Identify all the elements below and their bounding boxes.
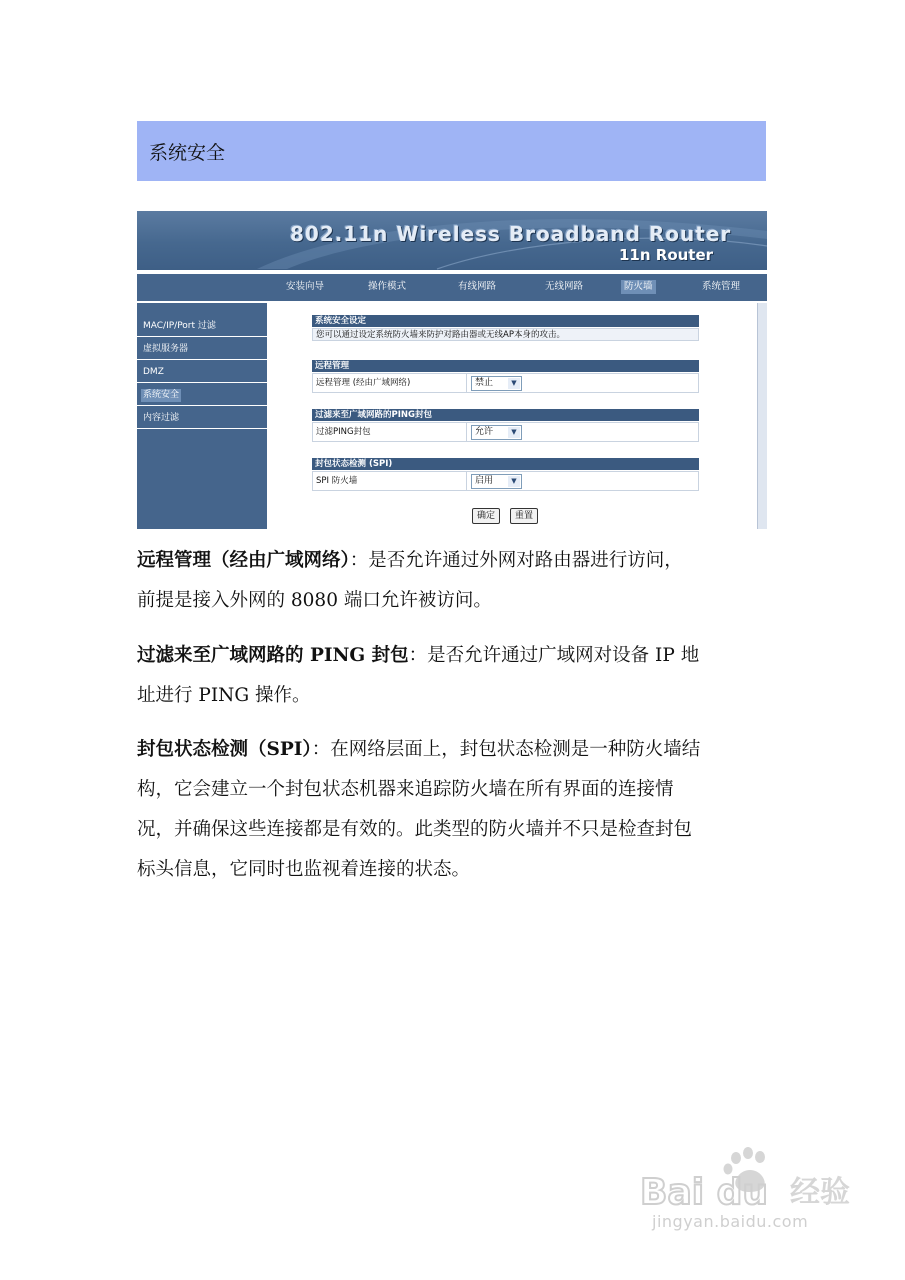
panel-description: 您可以通过设定系统防火墙来防护对路由器或无线AP本身的攻击。: [316, 330, 565, 340]
sidebar-item-label: 系统安全: [143, 390, 180, 400]
remote-management-label: 远程管理 (经由广域网络): [316, 378, 411, 388]
settings-panel: [267, 303, 757, 529]
spi-heading: 封包状态检测 (SPI): [312, 458, 699, 470]
nav-system-management[interactable]: 系统管理: [702, 281, 741, 292]
sidebar-item-mac-ip-port-filter[interactable]: [137, 315, 267, 337]
paragraph-spi: [137, 730, 777, 890]
paragraph-line: 构，它会建立一个封包状态机器来追踪防火墙在所有界面的连接情: [137, 779, 674, 800]
ping-filter-value: 允许: [475, 427, 494, 437]
paragraph-line: 况，并确保这些连接都是有效的。此类型的防火墙并不只是检查封包: [137, 819, 693, 840]
spi-select[interactable]: [471, 474, 522, 489]
paragraph-line: 前提是接入外网的 8080 端口允许被访问。: [137, 590, 492, 611]
section-title: 系统安全: [149, 142, 226, 164]
paragraph-line: 标头信息，它同时也监视着连接的状态。: [137, 859, 471, 880]
paragraph-line: [137, 730, 777, 770]
router-banner: [137, 211, 767, 270]
top-nav: [137, 274, 767, 301]
row-separator: [466, 423, 467, 441]
row-separator: [466, 374, 467, 392]
paragraph-text: ：在网络层面上，封包状态检测是一种防火墙结: [311, 739, 701, 760]
paragraph-line: [137, 636, 777, 676]
nav-operation-mode[interactable]: 操作模式: [368, 281, 407, 292]
remote-management-heading: 远程管理: [312, 360, 699, 372]
apply-button[interactable]: 确定: [472, 508, 500, 524]
ping-filter-select[interactable]: [471, 425, 522, 440]
chevron-down-icon: ▼: [508, 427, 520, 438]
panel-scrollbar[interactable]: [757, 303, 767, 529]
sidebar-item-virtual-server[interactable]: [137, 338, 267, 360]
spi-label: SPI 防火墙: [316, 476, 358, 486]
ping-filter-heading: 过滤来至广域网路的PING封包: [312, 409, 699, 421]
nav-setup-wizard[interactable]: 安装向导: [286, 281, 325, 292]
router-screenshot: [137, 211, 767, 529]
remote-management-row: [312, 373, 699, 393]
term-ping-filter: 过滤来至广域网路的 PING 封包: [137, 645, 409, 666]
chevron-down-icon: ▼: [508, 378, 520, 389]
banner-subtitle: 11n Router: [619, 246, 714, 264]
paragraph-line: 址进行 PING 操作。: [137, 685, 311, 706]
section-heading: [137, 121, 766, 181]
remote-management-select[interactable]: [471, 376, 522, 391]
nav-firewall[interactable]: 防火墙: [621, 280, 656, 294]
term-remote-management: 远程管理（经由广域网络）: [137, 550, 350, 571]
panel-heading: 系统安全设定: [312, 315, 699, 327]
sidebar: [137, 303, 267, 529]
sidebar-item-label: DMZ: [143, 367, 164, 377]
spi-row: [312, 471, 699, 491]
term-spi: 封包状态检测（SPI）: [137, 739, 312, 760]
watermark-logo-cn: 经验: [790, 1175, 850, 1210]
paragraph-ping-filter: [137, 636, 777, 716]
paragraph-remote-management: [137, 541, 777, 621]
paragraph-line: [137, 541, 777, 581]
baidu-watermark-logo: [640, 1140, 870, 1250]
ping-filter-label: 过滤PING封包: [316, 427, 371, 437]
watermark-logo-text: Bai du: [640, 1172, 769, 1213]
nav-spacer: [137, 274, 267, 301]
reset-button[interactable]: 重置: [510, 508, 538, 524]
panel-description-row: [312, 328, 699, 341]
sidebar-item-label: 内容过滤: [143, 413, 180, 423]
sidebar-item-label: MAC/IP/Port 过滤: [143, 321, 216, 331]
paragraph-text: ：是否允许通过广域网对设备 IP 地: [408, 645, 700, 666]
paragraph-text: ：是否允许通过外网对路由器进行访问，: [349, 550, 683, 571]
row-separator: [466, 472, 467, 490]
watermark-url: jingyan.baidu.com: [652, 1212, 809, 1231]
sidebar-item-label: 虚拟服务器: [143, 344, 189, 354]
ping-filter-row: [312, 422, 699, 442]
sidebar-item-dmz[interactable]: [137, 361, 267, 383]
nav-wired-network[interactable]: 有线网路: [458, 281, 497, 292]
nav-wireless-network[interactable]: 无线网路: [545, 281, 584, 292]
spi-value: 启用: [475, 476, 494, 486]
sidebar-item-content-filter[interactable]: [137, 407, 267, 429]
chevron-down-icon: ▼: [508, 476, 520, 487]
sidebar-item-system-security[interactable]: [137, 384, 267, 406]
banner-title: 802.11n Wireless Broadband Router: [290, 222, 732, 246]
remote-management-value: 禁止: [475, 378, 494, 388]
